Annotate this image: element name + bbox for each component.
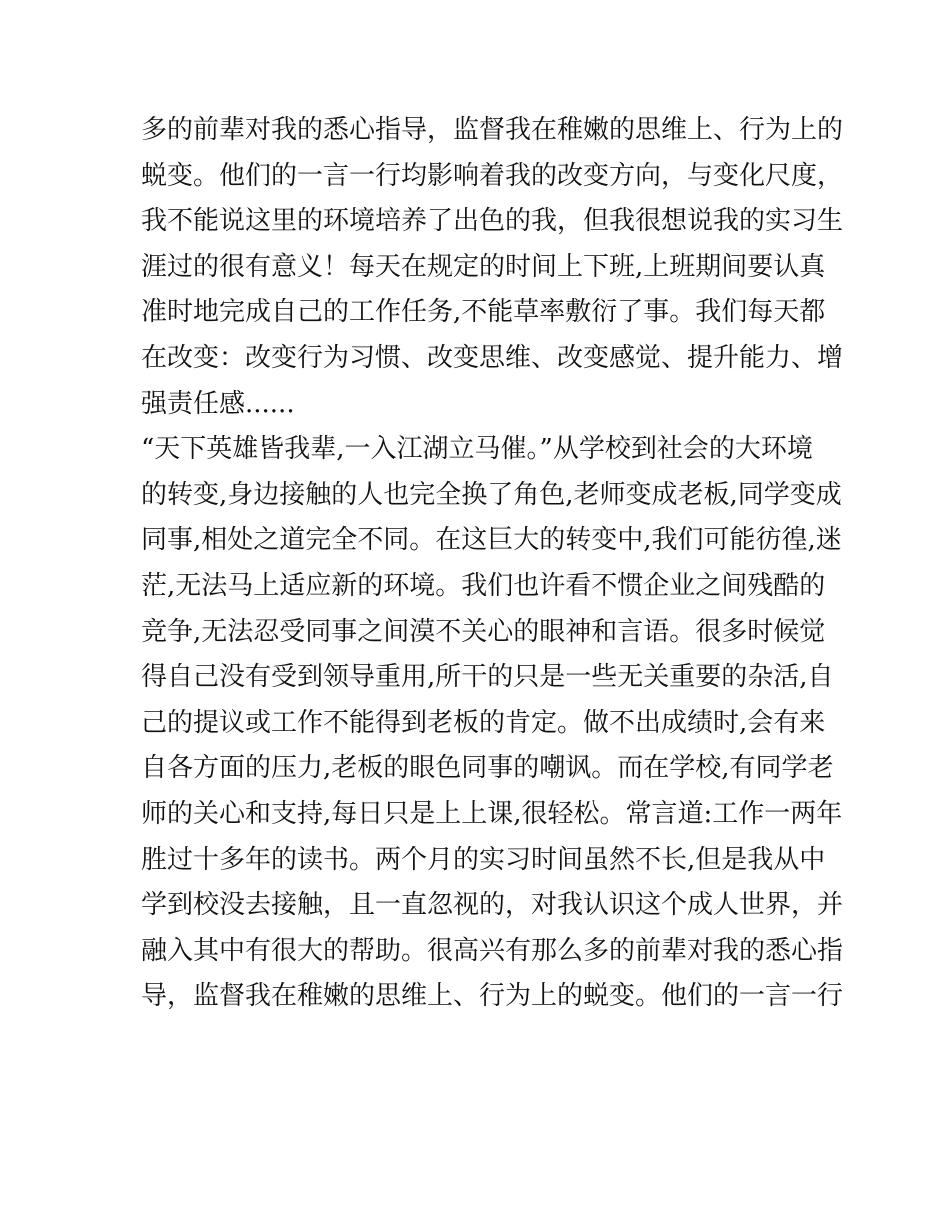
text-line: 多的前辈对我的悉心指导，监督我在稚嫩的思维上、行为上的: [141, 115, 844, 145]
text-line: 在改变：改变行为习惯、改变思维、改变感觉、提升能力、增: [141, 342, 844, 373]
text-line: 导，监督我在稚嫩的思维上、行为上的蜕变。他们的一言一行: [141, 981, 844, 1012]
text-line: 强责任感......: [141, 388, 295, 419]
text-line: 学到校没去接触，且一直忽视的，对我认识这个成人世界，并: [141, 890, 844, 921]
text-line: 得自己没有受到领导重用,所干的只是一些无关重要的杂活,自: [141, 662, 834, 693]
text-line: 茫,无法马上适应新的环境。我们也许看不惯企业之间残酷的: [141, 570, 826, 601]
text-line: 融入其中有很大的帮助。很高兴有那么多的前辈对我的悉心指: [141, 935, 844, 966]
text-line: 的转变,身边接触的人也完全换了角色,老师变成老板,同学变成: [141, 479, 842, 510]
text-line: 己的提议或工作不能得到老板的肯定。做不出成绩时,会有来: [141, 707, 826, 738]
body-text: [141, 108, 844, 1020]
text-line: 自各方面的压力,老板的眼色同事的嘲讽。而在学校,有同学老: [141, 753, 834, 784]
text-line: 同事,相处之道完全不同。在这巨大的转变中,我们可能彷徨,迷: [141, 525, 842, 556]
text-line: 准时地完成自己的工作任务,不能草率敷衍了事。我们每天都: [141, 297, 826, 328]
text-line: “天下英雄皆我辈,一入江湖立马催。”从学校到社会的大环境: [141, 434, 813, 465]
text-line: 我不能说这里的环境培养了出色的我，但我很想说我的实习生: [141, 206, 844, 237]
text-line: 涯过的很有意义！每天在规定的时间上下班,上班期间要认真: [141, 251, 826, 282]
text-line: 蜕变。他们的一言一行均影响着我的改变方向，与变化尺度，: [141, 160, 844, 191]
text-line: 竞争,无法忍受同事之间漠不关心的眼神和言语。很多时候觉: [141, 616, 826, 647]
text-line: 胜过十多年的读书。两个月的实习时间虽然不长,但是我从中: [141, 844, 826, 875]
text-line: 师的关心和支持,每日只是上上课,很轻松。常言道:工作一两年: [141, 798, 843, 829]
